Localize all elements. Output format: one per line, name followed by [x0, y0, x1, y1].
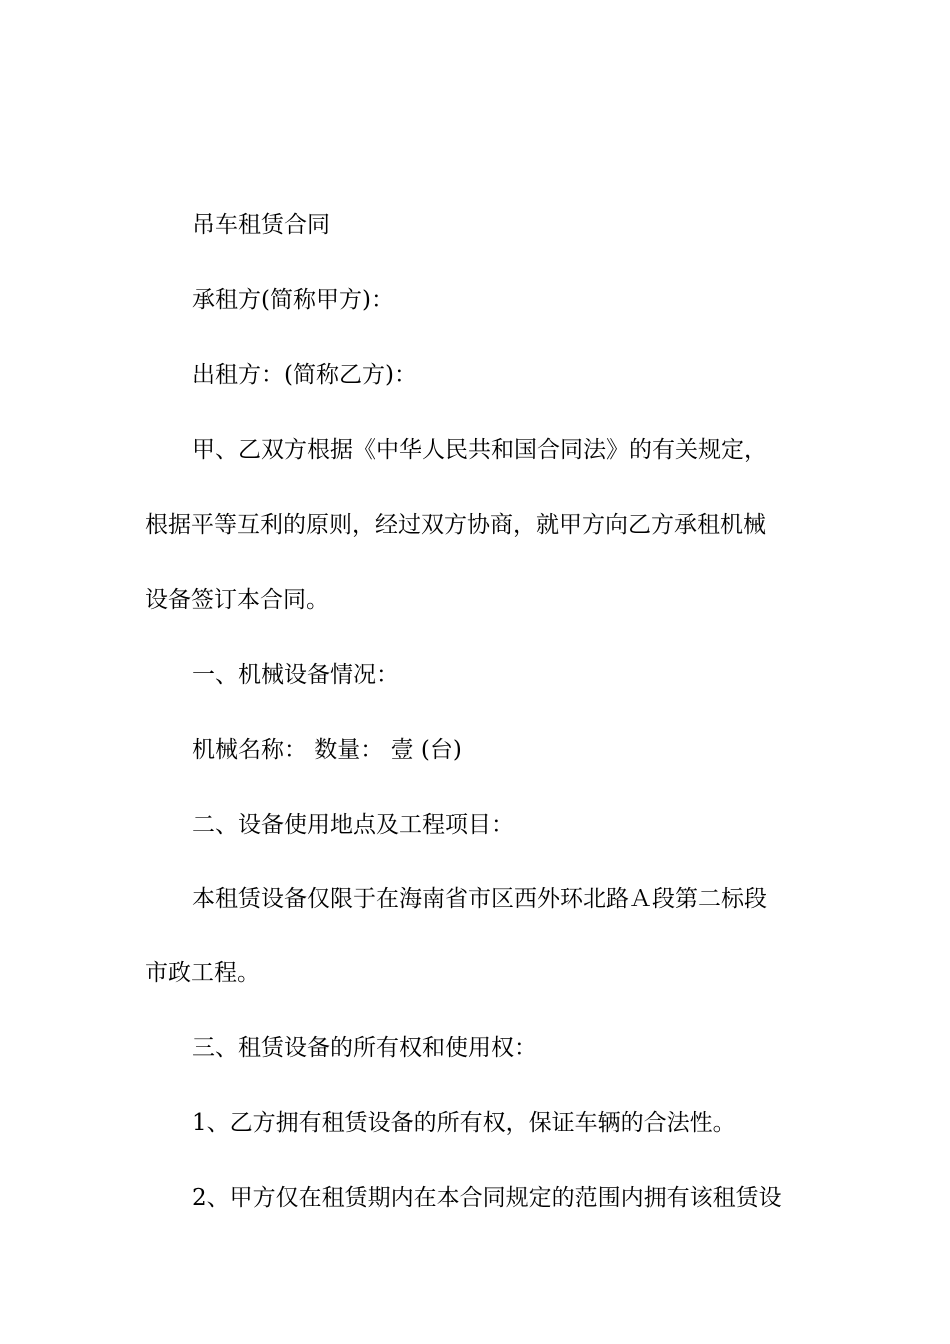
ownership-item-2: 2、甲方仅在租赁期内在本合同规定的范围内拥有该租赁设 [192, 1185, 782, 1211]
section-2-heading: 二、设备使用地点及工程项目： [192, 812, 514, 838]
section-1-heading: 一、机械设备情况： [192, 662, 399, 688]
lessor-line: 出租方：(简称乙方)： [192, 362, 417, 388]
intro-paragraph-line-1: 甲、乙双方根据《中华人民共和国合同法》的有关规定， [192, 437, 767, 463]
document-title: 吊车租赁合同 [192, 212, 330, 238]
location-paragraph-line-1: 本租赁设备仅限于在海南省市区西外环北路Ａ段第二标段 [192, 886, 767, 912]
intro-paragraph-line-3: 设备签订本合同。 [145, 587, 329, 613]
lessee-line: 承租方(简称甲方)： [192, 287, 394, 313]
section-3-heading: 三、租赁设备的所有权和使用权： [192, 1035, 537, 1061]
equipment-detail-line: 机械名称： 数量： 壹 (台) [192, 737, 462, 763]
intro-paragraph-line-2: 根据平等互利的原则，经过双方协商，就甲方向乙方承租机械 [145, 512, 766, 538]
ownership-item-1: 1、乙方拥有租赁设备的所有权，保证车辆的合法性。 [192, 1110, 736, 1136]
location-paragraph-line-2: 市政工程。 [145, 960, 260, 986]
